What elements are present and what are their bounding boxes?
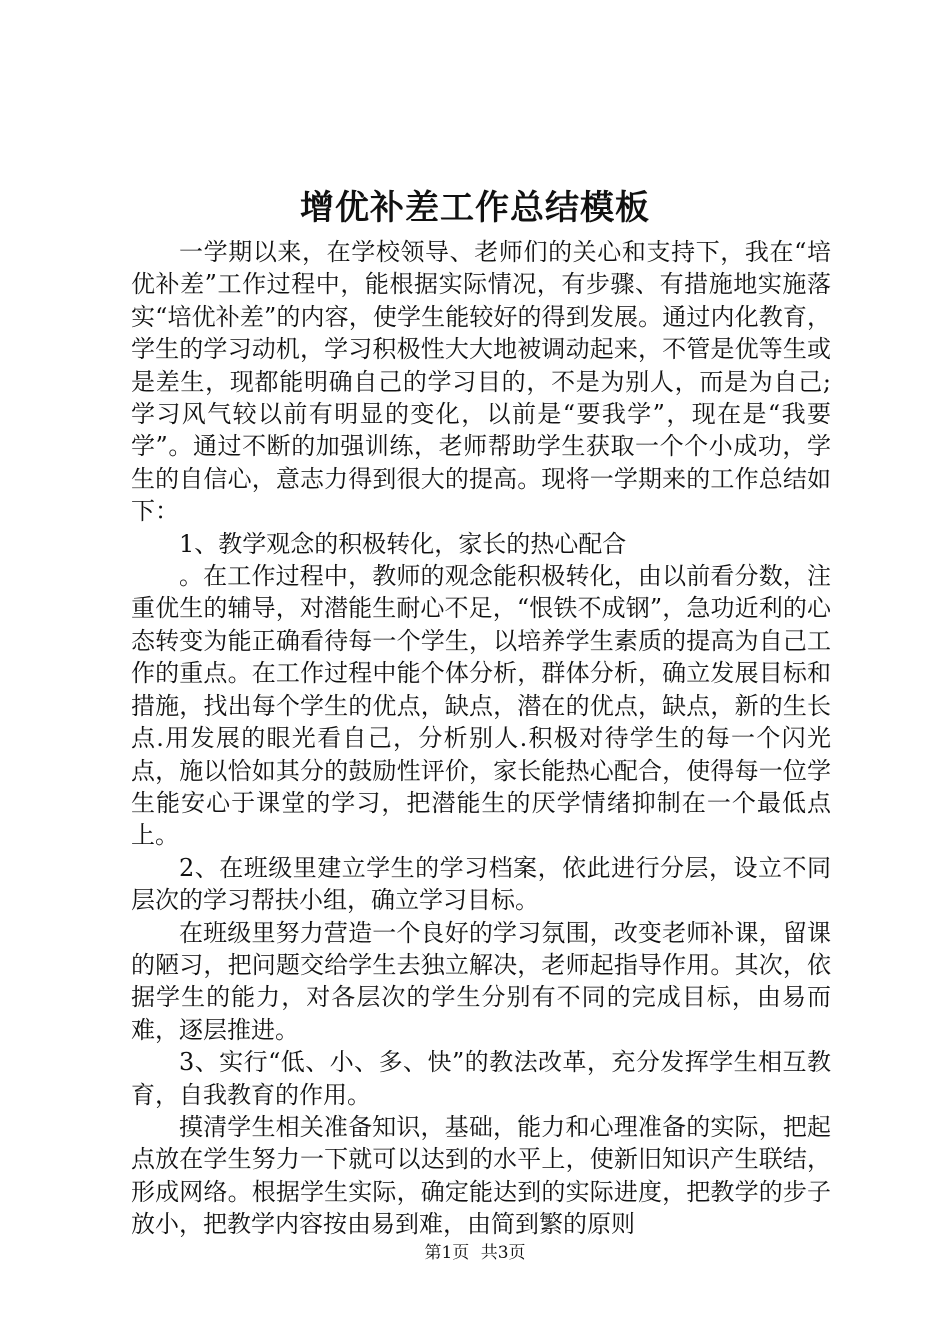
page-total: 共3页 — [480, 1243, 526, 1263]
section-paragraph-1: 。在工作过程中，教师的观念能积极转化，由以前看分数，注重优生的辅导，对潜能生耐心不足，“恨铁不成钢”，急功近利的心态转变为能正确看待每一个学生，以培养学生素质的提高为自己工作的重点。在工作过程中能个体分析，群体分析，确立发展目标和措施，找出每个学生的优点，缺点，潜在的优点，缺点，新的生长点.用发展的眼光看自己，分析别人.积极对待学生的每一个闪光点，施以恰如其分的鼓励性评价，家长能热心配合，使得每一位学生能安心于课堂的学习，把潜能生的厌学情绪抑制在一个最低点上。 — [131, 562, 831, 850]
section-heading-2: 2、在班级里建立学生的学习档案，依此进行分层，设立不同层次的学习帮扶小组，确立学习目标。 — [131, 853, 831, 915]
section-paragraph-3: 摸清学生相关准备知识，基础，能力和心理准备的实际，把起点放在学生努力一下就可以达到的水平上，使新旧知识产生联结，形成网络。根据学生实际，确定能达到的实际进度，把教学的步子放小，把教学内容按由易到难，由简到繁的原则 — [131, 1112, 831, 1239]
intro-paragraph: 一学期以来，在学校领导、老师们的关心和支持下，我在“培优补差”工作过程中，能根据实际情况，有步骤、有措施地实施落实“培优补差”的内容，使学生能较好的得到发展。通过内化教育，学生的学习动机，学习积极性大大地被调动起来，不管是优等生或是差生，现都能明确自己的学习目的，不是为别人，而是为自己;学习风气较以前有明显的变化，以前是“要我学”，现在是“我要学”。通过不断的加强训练，老师帮助学生获取一个个小成功，学生的自信心，意志力得到很大的提高。现将一学期来的工作总结如下： — [131, 238, 831, 526]
document-title: 增优补差工作总结模板 — [300, 188, 650, 228]
section-heading-1: 1、教学观念的积极转化，家长的热心配合 — [179, 529, 627, 558]
document-body — [131, 236, 831, 1241]
section-heading-3: 3、实行“低、小、多、快”的教法改革，充分发挥学生相互教育，自我教育的作用。 — [131, 1048, 831, 1109]
page-footer — [0, 1241, 950, 1265]
page-number: 第1页 — [424, 1243, 470, 1263]
section-paragraph-2: 在班级里努力营造一个良好的学习氛围，改变老师补课，留课的陋习，把问题交给学生去独立解决，老师起指导作用。其次，依据学生的能力，对各层次的学生分别有不同的完成目标，由易而难，逐层推进。 — [131, 918, 831, 1044]
